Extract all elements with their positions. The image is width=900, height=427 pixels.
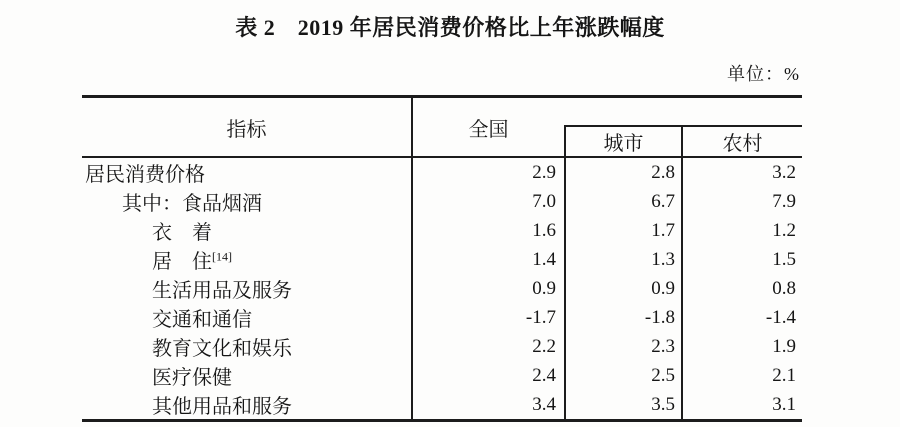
- row-label-text: 生活用品及服务: [152, 280, 292, 302]
- row-label-text: 其中：食品烟酒: [122, 193, 262, 215]
- cpi-table: [82, 95, 802, 422]
- row-label: [82, 157, 412, 187]
- value-urban: -1.8: [565, 303, 682, 332]
- row-label-text: 交通和通信: [152, 309, 252, 331]
- value-rural: -1.4: [765, 306, 796, 328]
- header-rural: 农村: [682, 126, 802, 157]
- table-row: [82, 157, 802, 187]
- table-row: [82, 390, 802, 421]
- table-row: [82, 216, 802, 245]
- row-label: [82, 332, 412, 361]
- header-urban: 城市: [565, 126, 682, 157]
- row-label-text: 衣 着: [152, 222, 212, 244]
- value-rural: 1.9: [772, 335, 796, 357]
- row-label: [82, 187, 412, 216]
- table-row: [82, 332, 802, 361]
- footnote-ref: [14]: [212, 249, 232, 264]
- value-rural: 0.8: [772, 277, 796, 299]
- value-urban: 3.5: [565, 390, 682, 421]
- value-rural: 7.9: [772, 190, 796, 212]
- row-label: [82, 390, 412, 421]
- table-row: [82, 187, 802, 216]
- row-label: [82, 361, 412, 390]
- header-indicator: 指标: [82, 97, 412, 158]
- value-rural: 3.2: [772, 161, 796, 183]
- row-label: [82, 216, 412, 245]
- value-national: 1.4: [412, 245, 565, 274]
- row-label-text: 居 住: [152, 251, 212, 273]
- row-label: [82, 245, 412, 274]
- row-label-text: 教育文化和娱乐: [152, 338, 292, 360]
- value-national: 7.0: [412, 187, 565, 216]
- value-national: 2.9: [412, 157, 565, 187]
- row-label-text: 其他用品和服务: [152, 396, 292, 418]
- value-urban: 2.3: [565, 332, 682, 361]
- value-urban: 0.9: [565, 274, 682, 303]
- table-row: [82, 274, 802, 303]
- row-label: [82, 274, 412, 303]
- table-row: [82, 245, 802, 274]
- row-label-text: 居民消费价格: [85, 164, 205, 186]
- value-urban: 2.8: [565, 157, 682, 187]
- value-rural: 1.2: [772, 219, 796, 241]
- table-title: 表 2 2019 年居民消费价格比上年涨跌幅度: [235, 15, 665, 40]
- header-national: 全国: [412, 97, 565, 158]
- value-rural: 2.1: [772, 364, 796, 386]
- value-rural: 3.1: [772, 393, 796, 415]
- value-urban: 6.7: [565, 187, 682, 216]
- value-urban: 2.5: [565, 361, 682, 390]
- value-urban: 1.3: [565, 245, 682, 274]
- table-body: [82, 157, 802, 421]
- table-header: [82, 97, 802, 158]
- row-label-text: 医疗保健: [152, 367, 232, 389]
- value-rural: 1.5: [772, 248, 796, 270]
- value-national: 0.9: [412, 274, 565, 303]
- value-national: 2.2: [412, 332, 565, 361]
- header-row-top: [82, 97, 802, 127]
- value-national: -1.7: [412, 303, 565, 332]
- value-national: 3.4: [412, 390, 565, 421]
- value-urban: 1.7: [565, 216, 682, 245]
- table-row: [82, 361, 802, 390]
- value-national: 2.4: [412, 361, 565, 390]
- unit-label: 单位：%: [727, 64, 800, 84]
- header-group-spacer: [565, 97, 802, 127]
- table-row: [82, 303, 802, 332]
- row-label: [82, 303, 412, 332]
- value-national: 1.6: [412, 216, 565, 245]
